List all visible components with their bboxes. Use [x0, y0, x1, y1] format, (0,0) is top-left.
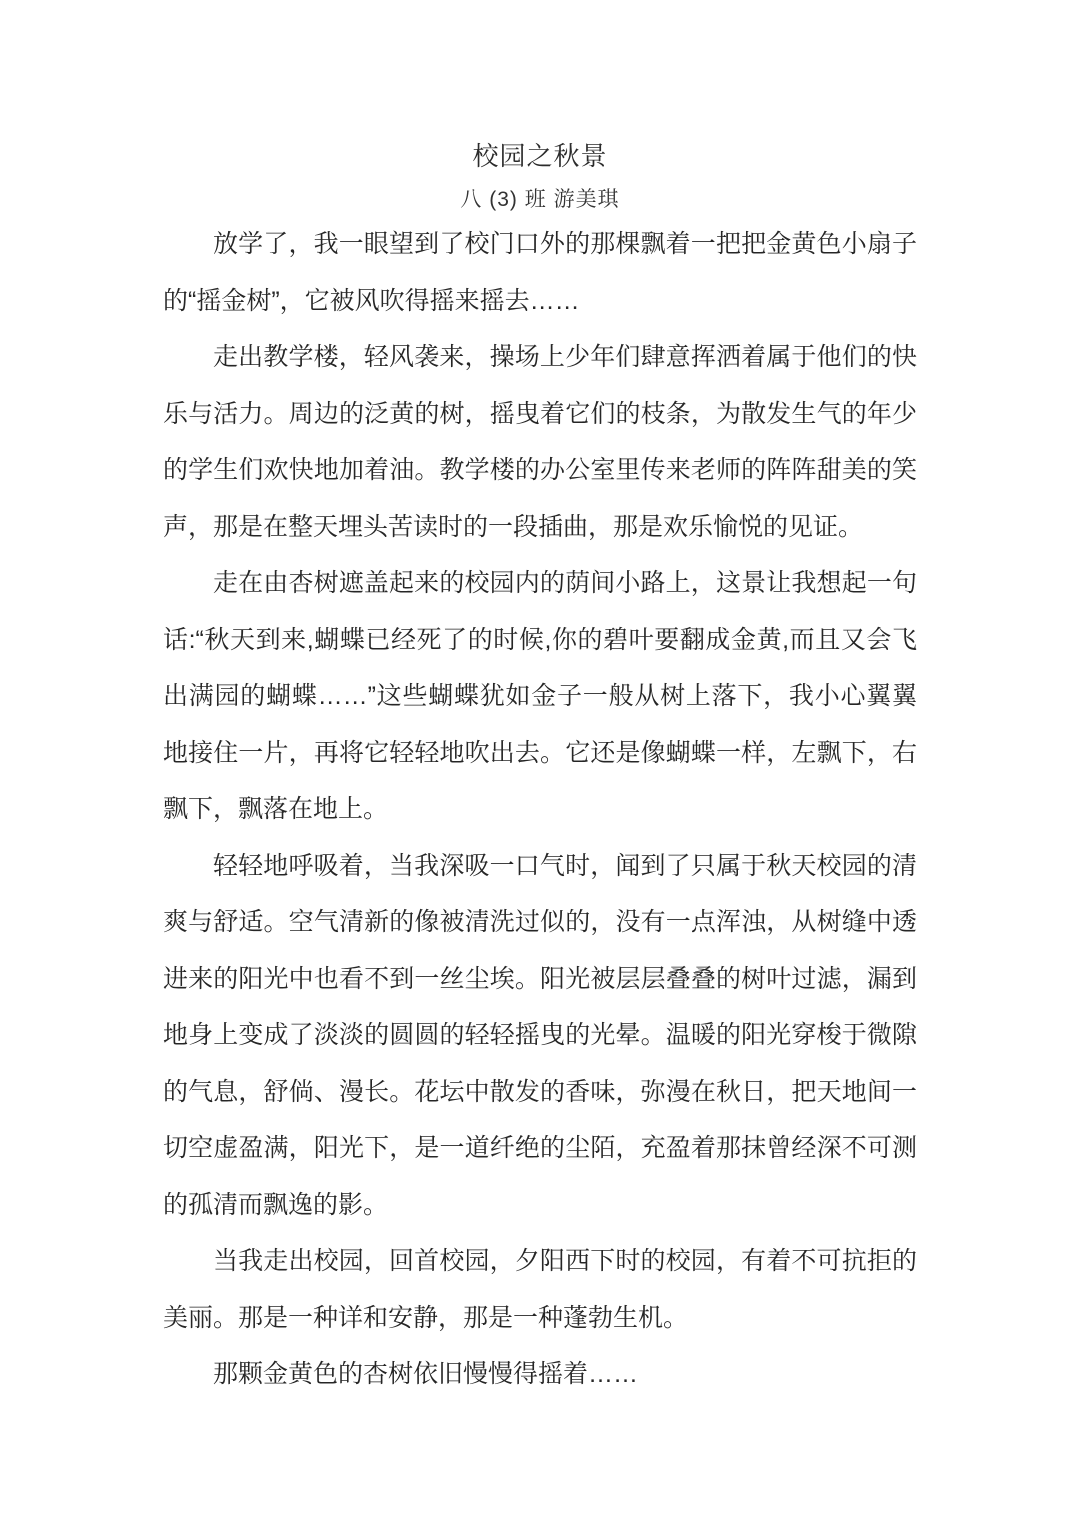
essay-paragraph: 轻轻地呼吸着，当我深吸一口气时，闻到了只属于秋天校园的清爽与舒适。空气清新的像被清洗过似的，没有一点浑浊，从树缝中透进来的阳光中也看不到一丝尘埃。阳光被层层叠叠的树叶过滤，漏到地身上变成了淡淡的圆圆的轻轻摇曳的光晕。温暖的阳光穿梭于微隙的气息，舒倘、漫长。花坛中散发的香味，弥漫在秋日，把天地间一切空虚盈满，阳光下，是一道纤绝的尘陌，充盈着那抹曾经深不可测的孤清而飘逸的影。: [163, 851, 917, 1219]
essay-paragraph: 那颗金黄色的杏树依旧慢慢得摇着……: [213, 1360, 639, 1388]
essay-paragraph: 当我走出校园，回首校园，夕阳西下时的校园，有着不可抗拒的美丽。那是一种详和安静，那是一种蓬勃生机。: [163, 1247, 917, 1332]
essay-paragraph: 放学了，我一眼望到了校门口外的那棵飘着一把把金黄色小扇子的“摇金树”，它被风吹得摇来摇去……: [163, 230, 917, 315]
essay-paragraph: 走出教学楼，轻风袭来，操场上少年们肆意挥洒着属于他们的快乐与活力。周边的泛黄的树，摇曳着它们的枝条，为散发生气的年少的学生们欢快地加着油。教学楼的办公室里传来老师的阵阵甜美的笑声，那是在整天埋头苦读时的一段插曲，那是欢乐愉悦的见证。: [163, 343, 917, 541]
essay-body: [163, 216, 917, 1403]
essay-paragraph: 走在由杏树遮盖起来的校园内的荫间小路上，这景让我想起一句话:“秋天到来,蝴蝶已经死了的时候,你的碧叶要翻成金黄,而且又会飞出满园的蝴蝶……”这些蝴蝶犹如金子一般从树上落下，我小心翼翼地接住一片，再将它轻轻地吹出去。它还是像蝴蝶一样，左飘下，右飘下，飘落在地上。: [163, 569, 917, 823]
essay-byline: 八 (3) 班 游美琪: [460, 188, 620, 211]
essay-title: 校园之秋景: [472, 141, 608, 171]
